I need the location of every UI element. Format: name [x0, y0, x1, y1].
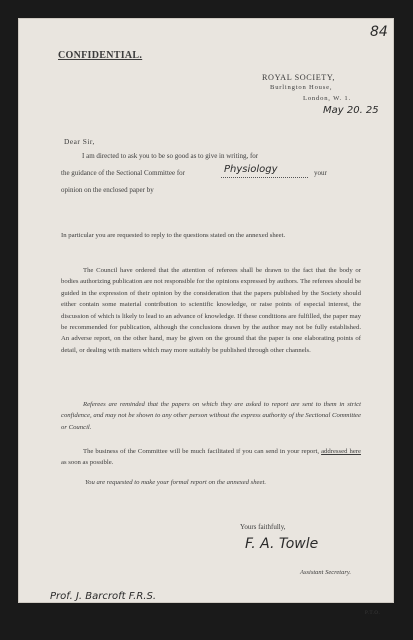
salutation: Dear Sir, [64, 137, 95, 146]
paragraph-business [61, 446, 361, 469]
pto-note: P.T.O. [365, 611, 381, 616]
handwritten-signature: F. A. Towle [245, 536, 319, 552]
paragraph-confidence: Referees are reminded that the papers on which they are asked to report are sent to them in strict confidence, and may not be shown to any other person without the express authority of the Sectional Committee or Council. [61, 401, 361, 431]
handwritten-recipient: Prof. J. Barcroft F.R.S. [50, 591, 157, 602]
letterhead-address1: Burlington House, [270, 84, 333, 91]
letterhead-address2: London, W. 1. [303, 95, 351, 102]
intro-line-2: the guidance of the Sectional Committee for [61, 169, 186, 177]
addressed-here-text: addressed here [321, 448, 361, 455]
paragraph-formal-report: You are requested to make your formal report on the annexed sheet. [85, 479, 267, 486]
page-number: 84 [370, 24, 388, 40]
paragraph-annexed: In particular you are requested to reply to the questions stated on the annexed sheet. [61, 232, 286, 239]
intro-line-2-end: your [314, 169, 327, 177]
closing: Yours faithfully, [240, 523, 286, 531]
subject-fill-line [221, 177, 308, 178]
business-text-b: as soon as possible. [61, 459, 114, 467]
letterhead-org: ROYAL SOCIETY, [262, 73, 335, 82]
handwritten-subject: Physiology [224, 164, 278, 175]
letter-page [18, 18, 394, 616]
confidential-heading: CONFIDENTIAL. [58, 50, 143, 61]
intro-line-1: I am directed to ask you to be so good as to give in writing, for [82, 152, 259, 160]
paragraph-council: The Council have ordered that the attention of referees shall be drawn to the fact that the body or bodies authorizing publication are not responsible for the opinions expressed by authors. The referees should be guided in the expression of their opinion by the consideration that the papers published by the Society should either contain some material contribution to scientific knowledge, or raise points of especial interest, the discussion of which is likely to lead to an advance of knowledge. If these conditions are fulfilled, the paper may be recommended for publication, although the conclusions drawn by the author may not be fully established. An adverse report, on the other hand, may be given on the ground that the paper is one elaborating points of detail, or dealing with matters which may more suitably be published through other channels. [61, 267, 361, 354]
signatory-title: Assistant Secretary. [300, 569, 352, 576]
business-text-a: The business of the Committee will be much facilitated if you can send in your report, [83, 448, 320, 455]
handwritten-date: May 20. 25 [323, 105, 379, 116]
intro-line-3: opinion on the enclosed paper by [61, 186, 154, 194]
